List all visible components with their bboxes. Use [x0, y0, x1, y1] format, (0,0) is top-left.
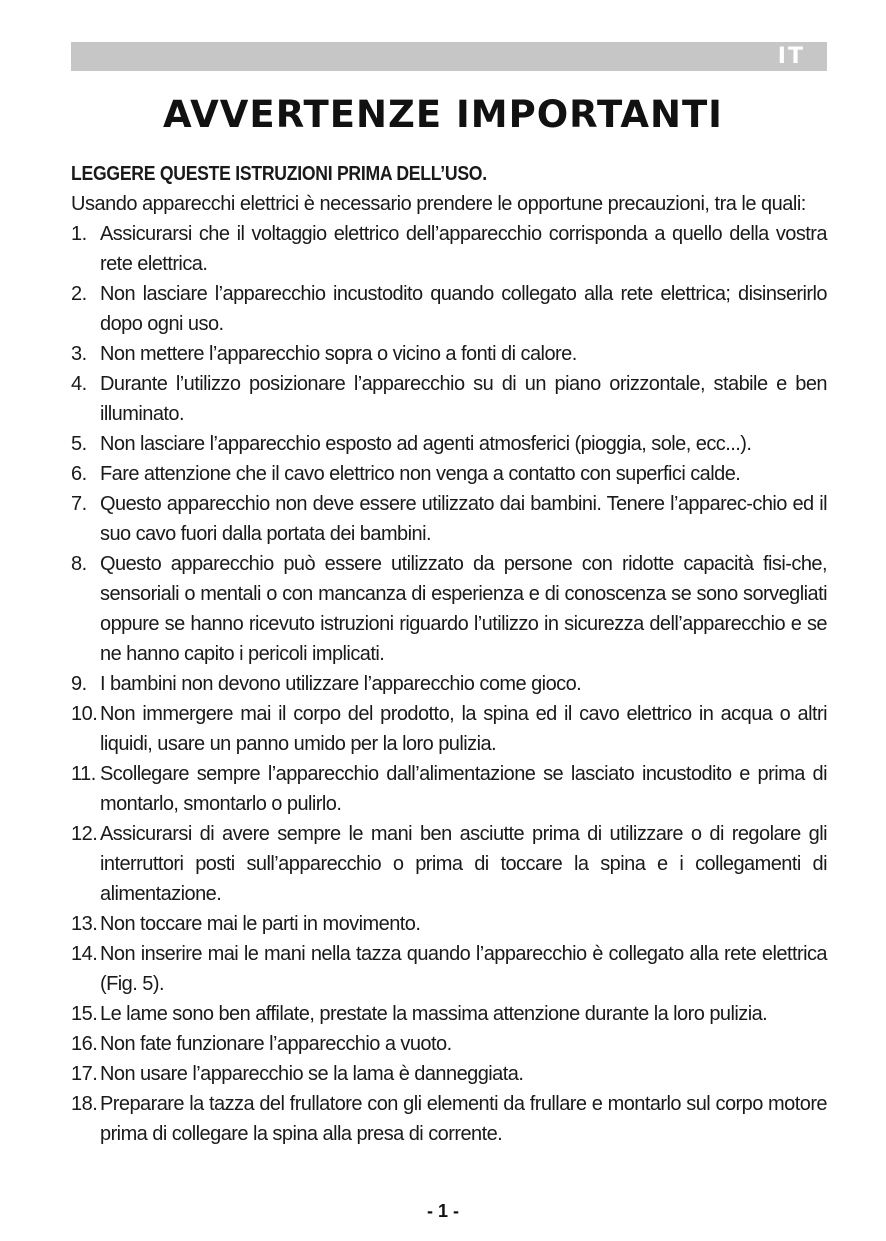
list-item — [71, 369, 827, 429]
list-item-number: 3. — [71, 343, 87, 365]
list-item-text: Non fate funzionare l’apparecchio a vuoto. — [100, 1033, 452, 1055]
instructions-subheading: LEGGERE QUESTE ISTRUZIONI PRIMA DELL’USO. — [71, 163, 487, 185]
list-item-text: Assicurarsi di avere sempre le mani ben asciutte prima di utilizzare o di regolare gli interruttori posti sull’apparecchio o prima di toccare la spina e i collegamenti di alimentazione. — [100, 823, 827, 905]
list-item — [71, 759, 827, 819]
list-item-number: 11. — [71, 763, 96, 785]
list-item — [71, 939, 827, 999]
page-title: AVVERTENZE IMPORTANTI — [163, 93, 723, 136]
list-item-number: 14. — [71, 943, 98, 965]
list-item — [71, 669, 827, 699]
list-item — [71, 1059, 827, 1089]
list-item — [71, 279, 827, 339]
list-item — [71, 909, 827, 939]
list-item-text: Non lasciare l’apparecchio incustodito quando collegato alla rete elettrica; disinserirlo dopo ogni uso. — [100, 283, 827, 335]
intro-paragraph: Usando apparecchi elettrici è necessario prendere le opportune precauzioni, tra le quali: — [71, 193, 806, 215]
list-item-text: Scollegare sempre l’apparecchio dall’alimentazione se lasciato incustodito e prima di montarlo, smontarlo o pulirlo. — [100, 763, 827, 815]
list-item-text: Preparare la tazza del frullatore con gli elementi da frullare e montarlo sul corpo motore prima di collegare la spina alla presa di corrente. — [100, 1093, 827, 1145]
list-item-number: 1. — [71, 223, 87, 245]
list-item-number: 17. — [71, 1063, 98, 1085]
list-item-number: 8. — [71, 553, 87, 575]
list-item-number: 16. — [71, 1033, 98, 1055]
list-item — [71, 999, 827, 1029]
list-item-number: 13. — [71, 913, 98, 935]
list-item-number: 2. — [71, 283, 87, 305]
list-item-number: 10. — [71, 703, 98, 725]
list-item-number: 18. — [71, 1093, 98, 1115]
language-header-bar — [71, 42, 827, 71]
list-item-number: 4. — [71, 373, 87, 395]
list-item-number: 7. — [71, 493, 87, 515]
list-item — [71, 1029, 827, 1059]
list-item-text: Non lasciare l’apparecchio esposto ad agenti atmosferici (pioggia, sole, ecc...). — [100, 433, 752, 455]
page-number: - 1 - — [426, 1201, 459, 1221]
list-item-text: Questo apparecchio non deve essere utilizzato dai bambini. Tenere l’apparec-chio ed il suo cavo fuori dalla portata dei bambini. — [100, 493, 827, 545]
list-item — [71, 429, 827, 459]
list-item — [71, 819, 827, 909]
language-code: IT — [777, 44, 805, 69]
list-item — [71, 549, 827, 669]
list-item-number: 15. — [71, 1003, 98, 1025]
list-item-text: Durante l’utilizzo posizionare l’apparecchio su di un piano orizzontale, stabile e ben illuminato. — [100, 373, 827, 425]
list-item-number: 9. — [71, 673, 87, 695]
warning-list — [71, 219, 827, 1149]
list-item-text: Questo apparecchio può essere utilizzato da persone con ridotte capacità fisi-che, sensoriali o mentali o con mancanza di esperienza e di conoscenza se sono sorvegliati oppure se hanno ricevuto istruzioni riguardo l’utilizzo in sicurezza dell’apparecchio e se ne hanno capito i pericoli implicati. — [100, 553, 827, 665]
list-item — [71, 459, 827, 489]
list-item-text: I bambini non devono utilizzare l’apparecchio come gioco. — [100, 673, 582, 695]
list-item — [71, 489, 827, 549]
list-item-text: Non inserire mai le mani nella tazza quando l’apparecchio è collegato alla rete elettrica (Fig. 5). — [100, 943, 827, 995]
list-item — [71, 699, 827, 759]
list-item-text: Fare attenzione che il cavo elettrico non venga a contatto con superfici calde. — [100, 463, 741, 485]
list-item-text: Non usare l’apparecchio se la lama è danneggiata. — [100, 1063, 524, 1085]
list-item-number: 5. — [71, 433, 87, 455]
list-item-text: Le lame sono ben affilate, prestate la massima attenzione durante la loro pulizia. — [100, 1003, 768, 1025]
list-item-number: 12. — [71, 823, 98, 845]
list-item — [71, 339, 827, 369]
document-body — [71, 159, 827, 1149]
list-item-text: Non immergere mai il corpo del prodotto, la spina ed il cavo elettrico in acqua o altri liquidi, usare un panno umido per la loro pulizia. — [100, 703, 827, 755]
list-item-text: Non toccare mai le parti in movimento. — [100, 913, 421, 935]
list-item — [71, 1089, 827, 1149]
list-item-text: Assicurarsi che il voltaggio elettrico dell’apparecchio corrisponda a quello della vostra rete elettrica. — [100, 223, 827, 275]
list-item-text: Non mettere l’apparecchio sopra o vicino a fonti di calore. — [100, 343, 577, 365]
list-item — [71, 219, 827, 279]
list-item-number: 6. — [71, 463, 87, 485]
